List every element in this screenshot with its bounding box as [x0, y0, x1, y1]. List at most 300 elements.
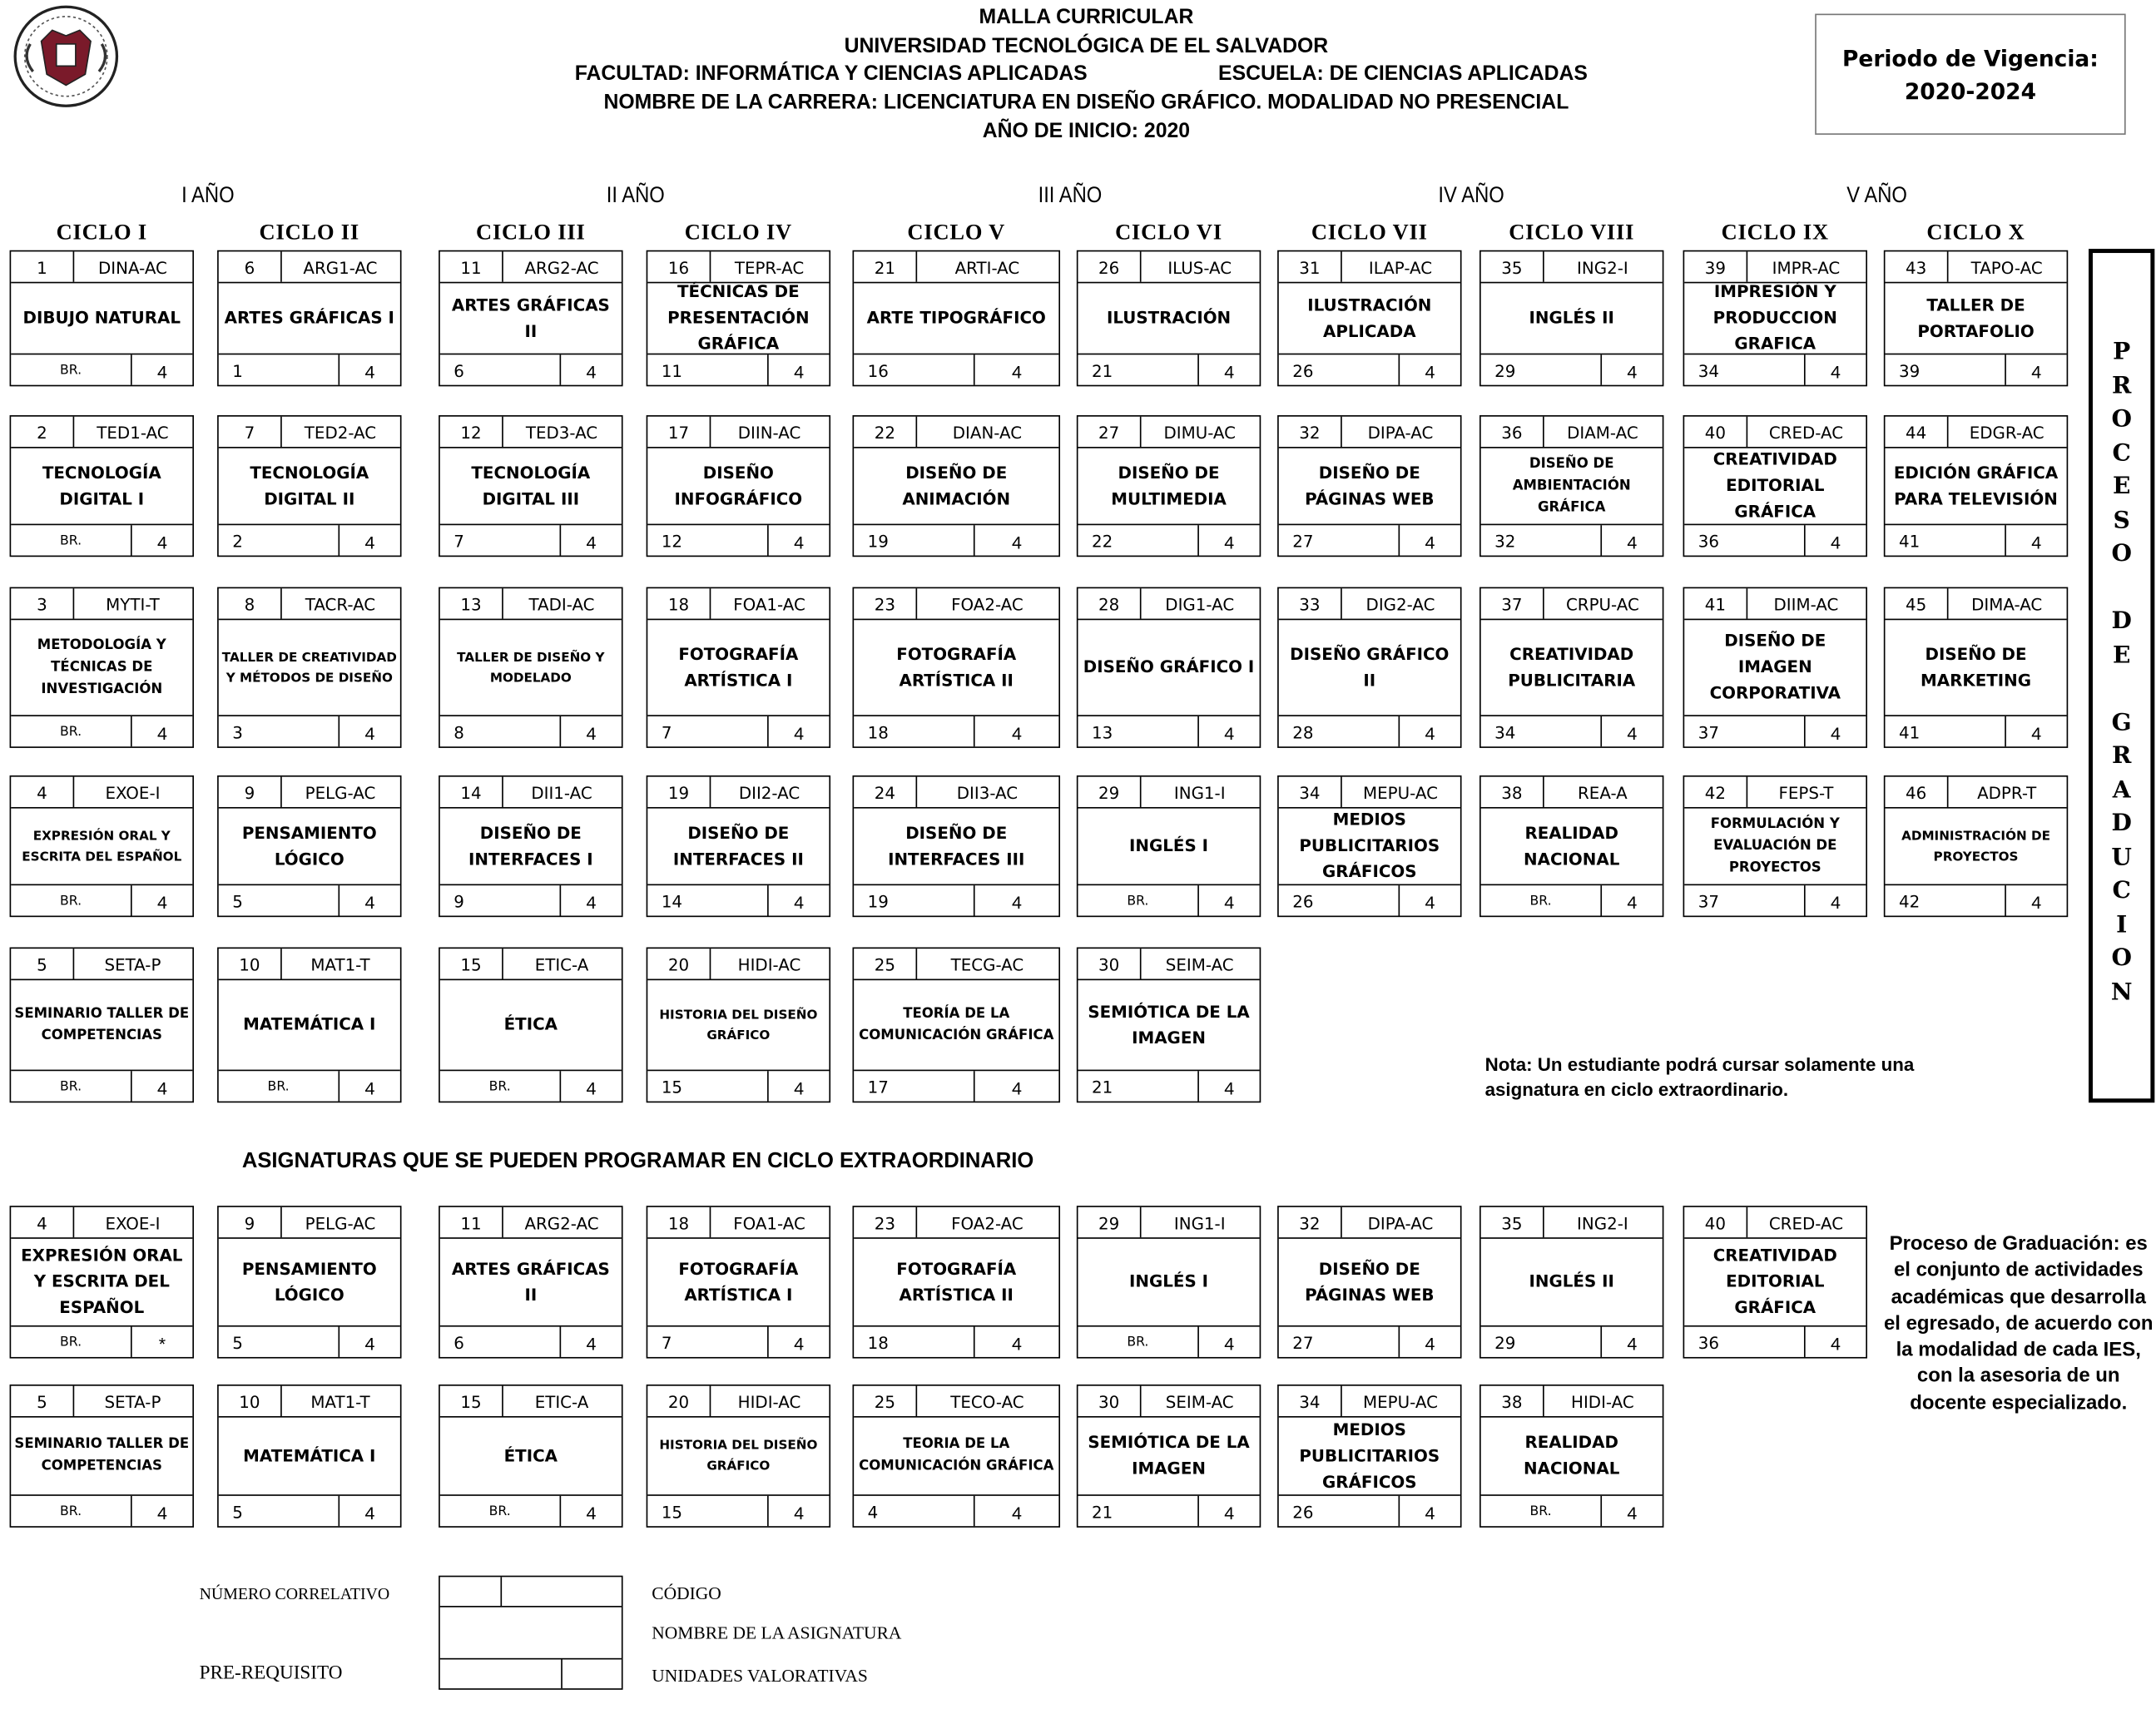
graduation-process-letter: R — [2111, 742, 2132, 770]
subject-name: INGLÉS II — [1529, 308, 1614, 328]
subject-name: HISTORIA DEL DISEÑO GRÁFICO — [659, 1438, 818, 1474]
graduation-process-box — [2089, 249, 2154, 1102]
subject-number: 9 — [219, 777, 282, 807]
subject-name: DISEÑO INFOGRÁFICO — [674, 463, 803, 508]
graduation-process-letter: D — [2111, 810, 2132, 838]
subject-prerequisite: 36 — [1684, 1327, 1805, 1357]
subject-prerequisite: 21 — [1078, 354, 1198, 384]
subject-prerequisite: 19 — [854, 885, 974, 915]
subject-number: 25 — [854, 1386, 917, 1416]
subject-units: 4 — [1224, 892, 1235, 914]
subject-box — [1277, 1385, 1461, 1528]
subject-number: 46 — [1885, 777, 1948, 807]
subject-number: 33 — [1279, 588, 1342, 618]
subject-prerequisite: BR. — [440, 1496, 561, 1526]
subject-code: DIG1-AC — [1165, 595, 1235, 615]
subject-name: ARTES GRÁFICAS II — [451, 1258, 610, 1305]
subject-prerequisite: 27 — [1279, 1327, 1400, 1357]
subject-units: 4 — [794, 892, 805, 914]
graduation-process-letter — [2093, 572, 2150, 605]
subject-code: CRED-AC — [1768, 423, 1844, 443]
subject-box — [217, 587, 401, 748]
subject-number: 9 — [219, 1207, 282, 1237]
subject-box — [1479, 587, 1663, 748]
subject-units: 4 — [1224, 361, 1235, 383]
subject-name: SEMINARIO TALLER DE COMPETENCIAS — [14, 1436, 190, 1474]
subject-units: 4 — [1830, 361, 1841, 383]
graduation-process-letter: I — [2116, 910, 2128, 939]
subject-box — [439, 415, 622, 557]
subject-box — [1277, 587, 1461, 748]
subject-number: 35 — [1481, 251, 1544, 281]
subject-code: ARG1-AC — [303, 258, 378, 278]
subject-code: TECG-AC — [950, 955, 1024, 975]
subject-units: 4 — [1011, 361, 1022, 383]
subject-code: SEIM-AC — [1165, 955, 1234, 975]
subject-box — [1479, 775, 1663, 917]
validity-period-box — [1815, 14, 2125, 135]
subject-number: 43 — [1885, 251, 1948, 281]
legend-sample-box — [439, 1576, 622, 1690]
university-logo — [11, 2, 121, 110]
subject-code: ETIC-A — [534, 1392, 589, 1413]
subject-units: 4 — [794, 1077, 805, 1099]
subject-name: CREATIVIDAD EDITORIAL GRÁFICA — [1712, 449, 1837, 522]
subject-units: 4 — [156, 723, 167, 744]
subject-box — [853, 775, 1061, 917]
subject-number: 32 — [1279, 417, 1342, 447]
subject-name: MATEMÁTICA I — [243, 1014, 376, 1034]
subject-number: 22 — [854, 417, 917, 447]
subject-code: HIDI-AC — [1571, 1392, 1634, 1413]
legend-units-label: UNIDADES VALORATIVAS — [652, 1665, 868, 1686]
legend-number-label: NÚMERO CORRELATIVO — [199, 1583, 390, 1603]
subject-units: 4 — [1830, 723, 1841, 744]
subject-name: FOTOGRAFÍA ARTÍSTICA II — [896, 1258, 1017, 1305]
subject-box — [647, 775, 830, 917]
header-start-year: AÑO DE INICIO: 2020 — [982, 119, 1191, 144]
subject-name: REALIDAD NACIONAL — [1524, 822, 1620, 869]
subject-units: 4 — [1224, 532, 1235, 553]
subject-prerequisite: 5 — [219, 885, 340, 915]
subject-box — [647, 250, 830, 387]
validity-value: 2020-2024 — [1904, 78, 2036, 105]
subject-units: 4 — [586, 723, 597, 744]
subject-code: MYTI-T — [106, 595, 160, 615]
subject-prerequisite: 26 — [1279, 1496, 1400, 1526]
subject-number: 34 — [1279, 1386, 1342, 1416]
subject-prerequisite: 12 — [647, 525, 768, 555]
subject-box — [1277, 415, 1461, 557]
subject-prerequisite: 6 — [440, 354, 561, 384]
subject-prerequisite: BR. — [11, 1496, 131, 1526]
subject-box — [1077, 1206, 1261, 1358]
subject-prerequisite: 26 — [1279, 885, 1400, 915]
subject-name: DISEÑO GRÁFICO I — [1083, 656, 1255, 676]
subject-units: 4 — [586, 1503, 597, 1523]
subject-number: 15 — [440, 1386, 503, 1416]
subject-number: 27 — [1078, 417, 1141, 447]
subject-box — [1884, 415, 2068, 557]
graduation-process-letter: E — [2112, 473, 2131, 501]
subject-units: 4 — [1224, 723, 1235, 744]
subject-code: REA-A — [1578, 783, 1628, 804]
subject-units: 4 — [1627, 1503, 1638, 1523]
cycle-header: CICLO III — [476, 221, 586, 245]
subject-box — [439, 587, 622, 748]
subject-name: EDICIÓN GRÁFICA PARA TELEVISIÓN — [1893, 463, 2059, 508]
subject-code: ARG2-AC — [524, 1214, 599, 1234]
subject-prerequisite: 36 — [1684, 525, 1805, 555]
subject-number: 35 — [1481, 1207, 1544, 1237]
subject-code: PELG-AC — [305, 783, 376, 804]
subject-code: DII3-AC — [956, 783, 1019, 804]
subject-prerequisite: BR. — [219, 1071, 340, 1101]
year-label: II AÑO — [606, 184, 665, 208]
subject-box — [1683, 775, 1867, 917]
subject-units: 4 — [794, 361, 805, 383]
subject-box — [439, 250, 622, 387]
subject-units: 4 — [1224, 1503, 1235, 1523]
subject-box — [1077, 415, 1261, 557]
subject-units: 4 — [1830, 532, 1841, 553]
subject-box — [1683, 1206, 1867, 1358]
subject-number: 15 — [440, 949, 503, 978]
subject-box — [1479, 415, 1663, 557]
year-label: I AÑO — [181, 184, 235, 208]
graduation-process-letter: R — [2111, 371, 2132, 400]
subject-number: 36 — [1481, 417, 1544, 447]
subject-units: 4 — [2031, 361, 2042, 383]
subject-number: 19 — [647, 777, 711, 807]
subject-number: 29 — [1078, 777, 1141, 807]
subject-code: DIAN-AC — [952, 423, 1023, 443]
subject-units: 4 — [1830, 1333, 1841, 1355]
subject-prerequisite: 41 — [1885, 525, 2005, 555]
subject-code: DIPA-AC — [1367, 1214, 1434, 1234]
subject-units: 4 — [794, 532, 805, 553]
subject-units: 4 — [1425, 1333, 1435, 1355]
subject-units: 4 — [586, 532, 597, 553]
subject-units: 4 — [364, 1077, 375, 1099]
subject-number: 1 — [11, 251, 74, 281]
subject-units: 4 — [1627, 723, 1638, 744]
subject-number: 7 — [219, 417, 282, 447]
subject-units: 4 — [1627, 892, 1638, 914]
subject-box — [1277, 250, 1461, 387]
subject-prerequisite: 34 — [1481, 716, 1602, 746]
subject-name: TEORIA DE LA COMUNICACIÓN GRÁFICA — [859, 1436, 1054, 1474]
subject-prerequisite: BR. — [440, 1071, 561, 1101]
subject-units: 4 — [1011, 723, 1022, 744]
graduation-process-letter: C — [2112, 877, 2131, 905]
subject-code: TED1-AC — [97, 423, 169, 443]
subject-number: 14 — [440, 777, 503, 807]
subject-name: ILUSTRACIÓN — [1106, 308, 1232, 328]
subject-code: FOA1-AC — [733, 1214, 805, 1234]
subject-units: 4 — [364, 532, 375, 553]
cycle-header: CICLO IV — [684, 221, 792, 245]
subject-prerequisite: 15 — [647, 1071, 768, 1101]
subject-units: 4 — [364, 723, 375, 744]
subject-box — [217, 1385, 401, 1528]
subject-prerequisite: 18 — [854, 716, 974, 746]
subject-code: PELG-AC — [305, 1214, 376, 1234]
subject-number: 8 — [219, 588, 282, 618]
subject-number: 39 — [1684, 251, 1747, 281]
subject-code: HIDI-AC — [737, 1392, 801, 1413]
subject-code: EXOE-I — [105, 1214, 161, 1234]
subject-name: SEMIÓTICA DE LA IMAGEN — [1088, 1001, 1250, 1048]
subject-code: DII2-AC — [738, 783, 800, 804]
subject-prerequisite: 21 — [1078, 1496, 1198, 1526]
subject-number: 20 — [647, 1386, 711, 1416]
subject-box — [10, 775, 194, 917]
subject-units: 4 — [1011, 1077, 1022, 1099]
subject-box — [1683, 587, 1867, 748]
subject-box — [1077, 587, 1261, 748]
subject-code: FOA2-AC — [951, 1214, 1023, 1234]
subject-prerequisite: 22 — [1078, 525, 1198, 555]
graduation-process-letter: S — [2113, 506, 2130, 534]
subject-box — [439, 948, 622, 1103]
subject-units: 4 — [364, 361, 375, 383]
subject-prerequisite: 32 — [1481, 525, 1602, 555]
subject-prerequisite: 5 — [219, 1496, 340, 1526]
subject-code: ING2-I — [1577, 258, 1628, 278]
subject-box — [647, 1385, 830, 1528]
subject-number: 30 — [1078, 949, 1141, 978]
graduation-process-letter: A — [2112, 775, 2131, 804]
subject-box — [853, 1385, 1061, 1528]
subject-prerequisite: 4 — [854, 1496, 974, 1526]
subject-box — [439, 775, 622, 917]
subject-code: FOA2-AC — [951, 595, 1023, 615]
subject-prerequisite: 7 — [440, 525, 561, 555]
subject-prerequisite: 21 — [1078, 1071, 1198, 1101]
subject-units: 4 — [586, 1077, 597, 1099]
subject-box — [647, 948, 830, 1103]
subject-prerequisite: 14 — [647, 885, 768, 915]
cycle-header: CICLO II — [259, 221, 360, 245]
subject-name: ARTES GRÁFICAS I — [224, 308, 394, 328]
subject-number: 5 — [11, 949, 74, 978]
subject-units: 4 — [794, 1333, 805, 1355]
subject-number: 13 — [440, 588, 503, 618]
subject-code: SETA-P — [104, 955, 161, 975]
subject-prerequisite: 37 — [1684, 716, 1805, 746]
subject-units: 4 — [2031, 892, 2042, 914]
subject-prerequisite: 18 — [854, 1327, 974, 1357]
subject-name: DISEÑO DE MULTIMEDIA — [1111, 463, 1227, 508]
subject-name: DISEÑO DE AMBIENTACIÓN GRÁFICA — [1512, 455, 1631, 515]
subject-code: MAT1-T — [310, 1392, 370, 1413]
subject-number: 4 — [11, 1207, 74, 1237]
subject-name: ÉTICA — [503, 1445, 558, 1465]
subject-name: DISEÑO DE PÁGINAS WEB — [1305, 1258, 1435, 1305]
subject-code: TADI-AC — [528, 595, 595, 615]
subject-number: 10 — [219, 1386, 282, 1416]
year-label: IV AÑO — [1438, 184, 1504, 208]
subject-name: TECNOLOGÍA DIGITAL II — [250, 463, 369, 508]
subject-name: DISEÑO DE INTERFACES I — [468, 822, 593, 869]
subject-number: 18 — [647, 1207, 711, 1237]
subject-number: 37 — [1481, 588, 1544, 618]
subject-name: DISEÑO DE INTERFACES III — [888, 822, 1025, 869]
subject-name: TALLER DE PORTAFOLIO — [1917, 295, 2035, 340]
subject-name: MEDIOS PUBLICITARIOS GRÁFICOS — [1299, 1419, 1440, 1492]
subject-code: ING2-I — [1577, 1214, 1628, 1234]
cycle-header: CICLO IX — [1721, 221, 1829, 245]
cycle-header: CICLO V — [907, 221, 1006, 245]
subject-number: 32 — [1279, 1207, 1342, 1237]
subject-number: 11 — [440, 251, 503, 281]
subject-prerequisite: 29 — [1481, 354, 1602, 384]
subject-code: ILUS-AC — [1167, 258, 1232, 278]
subject-code: DIIM-AC — [1773, 595, 1839, 615]
subject-number: 34 — [1279, 777, 1342, 807]
subject-units: 4 — [1425, 361, 1435, 383]
subject-units: 4 — [1011, 1503, 1022, 1523]
subject-code: DIG2-AC — [1365, 595, 1435, 615]
subject-prerequisite: 1 — [219, 354, 340, 384]
subject-units: 4 — [364, 892, 375, 914]
subject-box — [853, 587, 1061, 748]
subject-code: DIAM-AC — [1567, 423, 1638, 443]
subject-name: TALLER DE CREATIVIDAD Y MÉTODOS DE DISEÑO — [221, 649, 397, 686]
subject-code: CRPU-AC — [1565, 595, 1639, 615]
subject-number: 3 — [11, 588, 74, 618]
subject-number: 16 — [647, 251, 711, 281]
subject-code: TECO-AC — [950, 1392, 1024, 1413]
header-faculty: FACULTAD: INFORMÁTICA Y CIENCIAS APLICADAS — [574, 62, 1088, 87]
subject-code: ILAP-AC — [1368, 258, 1433, 278]
subject-number: 44 — [1885, 417, 1948, 447]
validity-label: Periodo de Vigencia: — [1842, 45, 2099, 72]
subject-prerequisite: 28 — [1279, 716, 1400, 746]
subject-box — [439, 1206, 622, 1358]
subject-units: 4 — [1425, 892, 1435, 914]
subject-name: TECNOLOGÍA DIGITAL I — [42, 463, 161, 508]
subject-code: HIDI-AC — [737, 955, 801, 975]
subject-name: EXPRESIÓN ORAL Y ESCRITA DEL ESPAÑOL — [21, 1246, 183, 1318]
subject-code: TEPR-AC — [734, 258, 805, 278]
subject-box — [647, 1206, 830, 1358]
subject-code: ETIC-A — [534, 955, 589, 975]
subject-prerequisite: 9 — [440, 885, 561, 915]
graduation-process-letter: E — [2112, 641, 2131, 669]
cycle-header: CICLO VI — [1115, 221, 1222, 245]
subject-number: 45 — [1885, 588, 1948, 618]
cycle-header: CICLO I — [56, 221, 147, 245]
subject-number: 5 — [11, 1386, 74, 1416]
subject-box — [1479, 1385, 1663, 1528]
subject-prerequisite: 37 — [1684, 885, 1805, 915]
subject-code: TED2-AC — [304, 423, 377, 443]
subject-units: 4 — [156, 1503, 167, 1523]
year-label: V AÑO — [1846, 184, 1907, 208]
subject-box — [1479, 250, 1663, 387]
subject-prerequisite: BR. — [11, 885, 131, 915]
subject-name: INGLÉS I — [1129, 835, 1209, 855]
subject-prerequisite: 3 — [219, 716, 340, 746]
subject-units: 4 — [1627, 361, 1638, 383]
header-university: UNIVERSIDAD TECNOLÓGICA DE EL SALVADOR — [844, 33, 1329, 57]
subject-units: 4 — [794, 723, 805, 744]
subject-number: 40 — [1684, 417, 1747, 447]
subject-name: FOTOGRAFÍA ARTÍSTICA I — [678, 644, 799, 690]
subject-code: FEPS-T — [1778, 783, 1834, 804]
subject-prerequisite: BR. — [1078, 1327, 1198, 1357]
subject-box — [647, 587, 830, 748]
subject-prerequisite: 17 — [854, 1071, 974, 1101]
cycle-header: CICLO VII — [1311, 221, 1428, 245]
subject-name: DISEÑO DE IMAGEN CORPORATIVA — [1709, 631, 1841, 703]
subject-code: MAT1-T — [310, 955, 370, 975]
subject-name: PENSAMIENTO LÓGICO — [241, 822, 377, 869]
subject-units: 4 — [1425, 532, 1435, 553]
subject-number: 6 — [219, 251, 282, 281]
subject-name: EXPRESIÓN ORAL Y ESCRITA DEL ESPAÑOL — [22, 828, 182, 864]
subject-prerequisite: BR. — [1481, 885, 1602, 915]
subject-prerequisite: 2 — [219, 525, 340, 555]
subject-number: 24 — [854, 777, 917, 807]
subject-code: SEIM-AC — [1165, 1392, 1234, 1413]
subject-units: 4 — [2031, 532, 2042, 553]
graduation-process-letter: N — [2110, 978, 2133, 1006]
subject-code: DII1-AC — [531, 783, 592, 804]
subject-units: 4 — [1011, 892, 1022, 914]
subject-code: CRED-AC — [1768, 1214, 1844, 1234]
subject-units: 4 — [1011, 532, 1022, 553]
subject-box — [10, 1385, 194, 1528]
subject-units: 4 — [794, 1503, 805, 1523]
subject-number: 23 — [854, 588, 917, 618]
subject-box — [1077, 1385, 1261, 1528]
subject-box — [853, 250, 1061, 387]
document-header — [468, 4, 1705, 147]
subject-code: ARTI-AC — [954, 258, 1020, 278]
subject-prerequisite: 5 — [219, 1327, 340, 1357]
subject-prerequisite: 15 — [647, 1496, 768, 1526]
subject-box — [853, 415, 1061, 557]
subject-box — [217, 250, 401, 387]
legend-code-label: CÓDIGO — [652, 1582, 721, 1603]
subject-name: REALIDAD NACIONAL — [1524, 1432, 1620, 1479]
subject-prerequisite: 19 — [854, 525, 974, 555]
subject-prerequisite: 11 — [647, 354, 768, 384]
subject-units: 4 — [364, 1503, 375, 1523]
subject-prerequisite: BR. — [11, 1327, 131, 1357]
subject-name: MEDIOS PUBLICITARIOS GRÁFICOS — [1299, 810, 1440, 882]
subject-units: 4 — [1627, 1333, 1638, 1355]
year-label: III AÑO — [1038, 184, 1103, 208]
subject-code: TED3-AC — [525, 423, 598, 443]
subject-units: 4 — [1627, 532, 1638, 553]
subject-name: ILUSTRACIÓN APLICADA — [1307, 295, 1432, 340]
subject-box — [1683, 415, 1867, 557]
subject-name: TEORÍA DE LA COMUNICACIÓN GRÁFICA — [859, 1005, 1054, 1043]
subject-name: HISTORIA DEL DISEÑO GRÁFICO — [659, 1007, 818, 1043]
subject-code: EXOE-I — [105, 783, 161, 804]
subject-number: 29 — [1078, 1207, 1141, 1237]
subject-box — [853, 1206, 1061, 1358]
subject-units: 4 — [1425, 723, 1435, 744]
graduation-process-letter: O — [2111, 540, 2132, 568]
subject-number: 38 — [1481, 777, 1544, 807]
subject-prerequisite: 29 — [1481, 1327, 1602, 1357]
header-title: MALLA CURRICULAR — [979, 5, 1194, 29]
